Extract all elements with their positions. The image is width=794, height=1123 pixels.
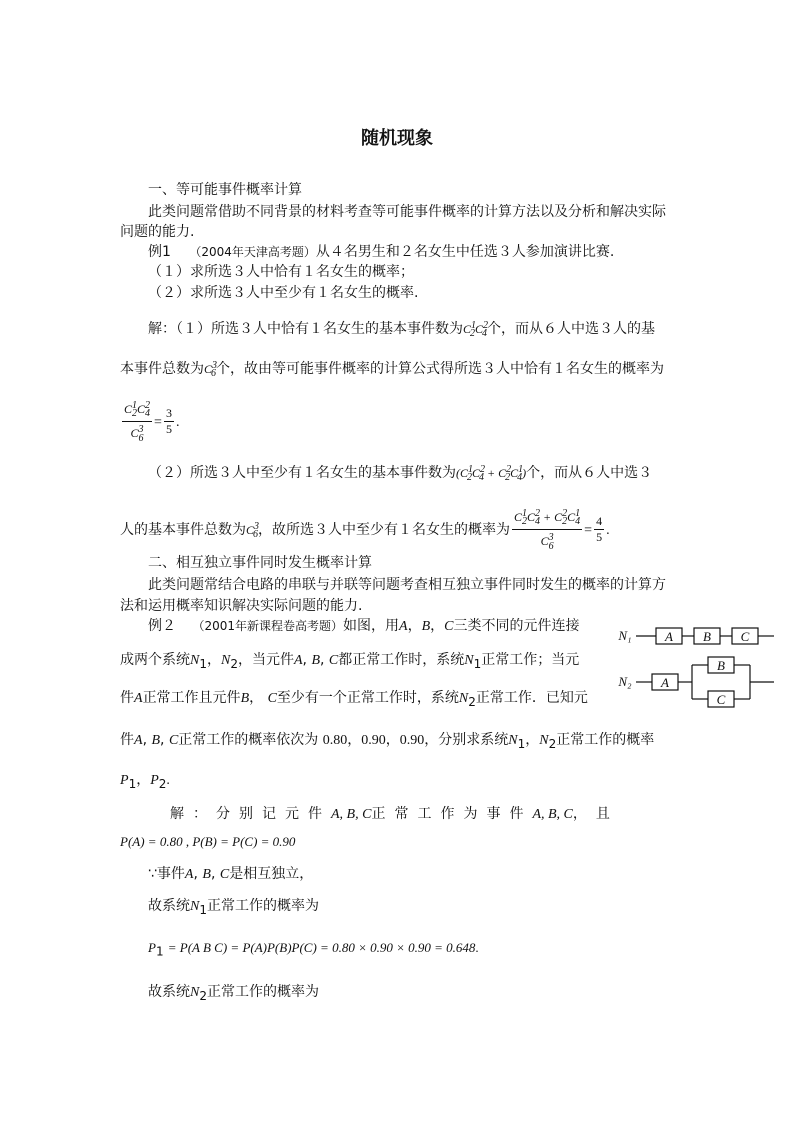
label-n1-a: A (665, 629, 673, 644)
solution2-b-head: 人的基本事件总数为 (120, 521, 246, 538)
example2-l4-head: 件 (120, 732, 134, 748)
probabilities-list: 0.80，0.90，0.90 (322, 733, 425, 748)
solution1-line-b (120, 356, 664, 384)
section1-intro-1: 此类问题常借助不同背景的材料考查等可能事件概率的计算方法以及分析和解决实际 (148, 204, 666, 220)
page-title: 随机现象 (361, 128, 433, 149)
example1-text: 从４名男生和２名女生中任选３人参加演讲比赛. (315, 244, 615, 260)
solution2-b-mid: ，故所选３人中至少有１名女生的概率为 (258, 521, 511, 538)
example1-label: 例1 (148, 244, 171, 260)
solution1-text: 解：（１）所选３人中恰有１名女生的基本事件数为 (148, 321, 463, 337)
example2-l2-mid: ，当元件 (237, 652, 294, 668)
p1-eq-text: = P(A B C) = P(A)P(B)P(C) = 0.80 × 0.90 × 0.90 = 0.648 (167, 940, 476, 955)
label-n2-a: A (661, 675, 669, 690)
sol-ex2-mid: 正常工作为事件 (371, 806, 533, 822)
n1-prob-line: 故系统$N_1$正常工作的概率为 (148, 898, 319, 917)
example2-line-1: 例２ （2001年新课程卷高考题）如图，用A，B，C三类不同的元件连接 (148, 618, 580, 634)
example2-l2-mid2: 都正常工作时，系统 (338, 652, 465, 668)
solution2-line-a (148, 460, 652, 488)
solution1-b-head: 本事件总数为 (120, 361, 204, 377)
section1-intro-2: 问题的能力. (120, 224, 195, 240)
sol-ex2-head: 解：分别记元件 (170, 806, 331, 822)
fraction-result-2: $\frac{4}{5}$ (596, 514, 603, 545)
example2-l2-head: 成两个系统 (120, 652, 190, 668)
label-n2: N₂ (618, 674, 632, 689)
circuit-diagram (616, 622, 776, 718)
prob-given: P(A) = 0.80 , P(B) = P(C) = 0.90 (120, 834, 296, 849)
section2-intro-1: 此类问题常结合电路的串联与并联等问题考查相互独立事件同时发生的概率的计算方 (148, 577, 666, 593)
example1-source: （2004年天津高考题） (189, 245, 316, 259)
solution1-line-a (148, 316, 655, 344)
combination-c63: $C^3_6$ (204, 360, 218, 380)
sol-ex2-tail: ，且 (572, 806, 619, 822)
solution2-text-tail: 个，而从６人中选３ (526, 465, 653, 481)
example2-line-4: 件A, B, C正常工作的概率依次为 0.80，0.90，0.90，分别求系统$N_1$，$N_2$正常工作的概率 (120, 732, 655, 751)
example2-l4-mid: 正常工作的概率依次为 (178, 732, 319, 748)
example2-l1: 如图，用 (343, 618, 399, 634)
example2-l4-tail: 正常工作的概率 (556, 732, 655, 748)
combination-sum: $(C^1_2C^2_4 + C^2_2C^1_4)$ (456, 464, 527, 484)
label-n1: N₁ (618, 628, 632, 643)
label-n2-c: C (716, 692, 726, 707)
section2-heading: 二、相互独立事件同时发生概率计算 (148, 555, 372, 571)
section1-heading: 一、等可能事件概率计算 (148, 182, 302, 198)
label-n1-b: B (703, 629, 711, 644)
example2-source: （2001年新课程卷高考题） (192, 619, 343, 633)
combination-c21c42: $C^1_2C^2_4$ (463, 320, 489, 340)
solution2-line-b: 人的基本事件总数为$C^3_6$，故所选３人中至少有１名女生的概率为 $\frac{C^1_2C^2_4 + C^2_2C^1_4}{C^3_6}$ = $\frac{4}{5}$ . (120, 508, 610, 552)
n1-tail: 正常工作的概率为 (206, 898, 319, 914)
example2-l2-tail: 正常工作；当元 (481, 652, 580, 668)
question-2: （２）求所选３人中至少有１名女生的概率. (148, 285, 419, 301)
solution1-text-tail: 个，而从６人中选３人的基 (487, 321, 656, 337)
fraction-result-1: $\frac{3}{5}$ (165, 406, 172, 437)
example2-line-3: 件A正常工作且元件B， C至少有一个正常工作时，系统$N_2$正常工作．已知元 (120, 690, 588, 709)
p1-equation: $P_1 = P(A$ B C) = P(A)P(B)P(C) = 0.80 × 0.90 × 0.90 = 0.648. (148, 940, 479, 959)
section2-intro-2: 法和运用概率知识解决实际问题的能力. (120, 598, 363, 614)
example2-line-5: $P_1$，$P_2$. (120, 772, 170, 791)
n2-prob-line: 故系统$N_2$正常工作的概率为 (148, 984, 319, 1003)
combination-c63-b: $C^3_6$ (246, 520, 260, 541)
example2-l4-mid2: ，分别求系统 (424, 732, 509, 748)
example2-l3-head: 件 (120, 690, 134, 706)
example2-l3-mid: 正常工作且元件 (142, 690, 241, 706)
fraction-c21c42-over-c63: $\frac{C^1_2C^2_4}{C^3_6}$ (124, 400, 151, 444)
example1-line (148, 242, 614, 262)
example2-l3-mid2: 至少有一个正常工作时，系统 (276, 690, 459, 706)
n1-text: 故系统 (148, 898, 190, 914)
example2-label: 例２ (148, 618, 176, 634)
example2-l1-tail: 三类不同的元件连接 (453, 618, 580, 634)
independence-line: ∵事件A, B, C是相互独立， (148, 866, 314, 882)
label-n1-c: C (740, 629, 750, 644)
n2-tail: 正常工作的概率为 (206, 984, 319, 1000)
label-n2-b: B (717, 658, 725, 673)
fraction-sum-over-c63: $\frac{C^1_2C^2_4 + C^2_2C^1_4}{C^3_6}$ (514, 508, 581, 552)
solution1-b-tail: 个，故由等可能事件概率的计算公式得所选３人中恰有１名女生的概率为 (216, 361, 665, 377)
question-1: （１）求所选３人中恰有１名女生的概率； (148, 264, 414, 280)
example2-l3-tail: 正常工作．已知元 (475, 690, 588, 706)
solution-ex2-line-1: 解：分别记元件A, B, C正常工作为事件A, B, C，且 (170, 806, 619, 822)
solution2-text: （２）所选３人中至少有１名女生的基本事件数为 (148, 465, 456, 481)
solution1-result: $\frac{C^1_2C^2_4}{C^3_6}$ = $\frac{3}{5}$ . (124, 400, 180, 444)
n2-text: 故系统 (148, 984, 190, 1000)
example2-line-2: 成两个系统$N_1$，$N_2$，当元件A, B, C都正常工作时，系统$N_1$正常工作；当元 (120, 652, 580, 671)
indep-text: ∵事件 (148, 866, 185, 882)
indep-tail: 是相互独立， (229, 866, 314, 882)
